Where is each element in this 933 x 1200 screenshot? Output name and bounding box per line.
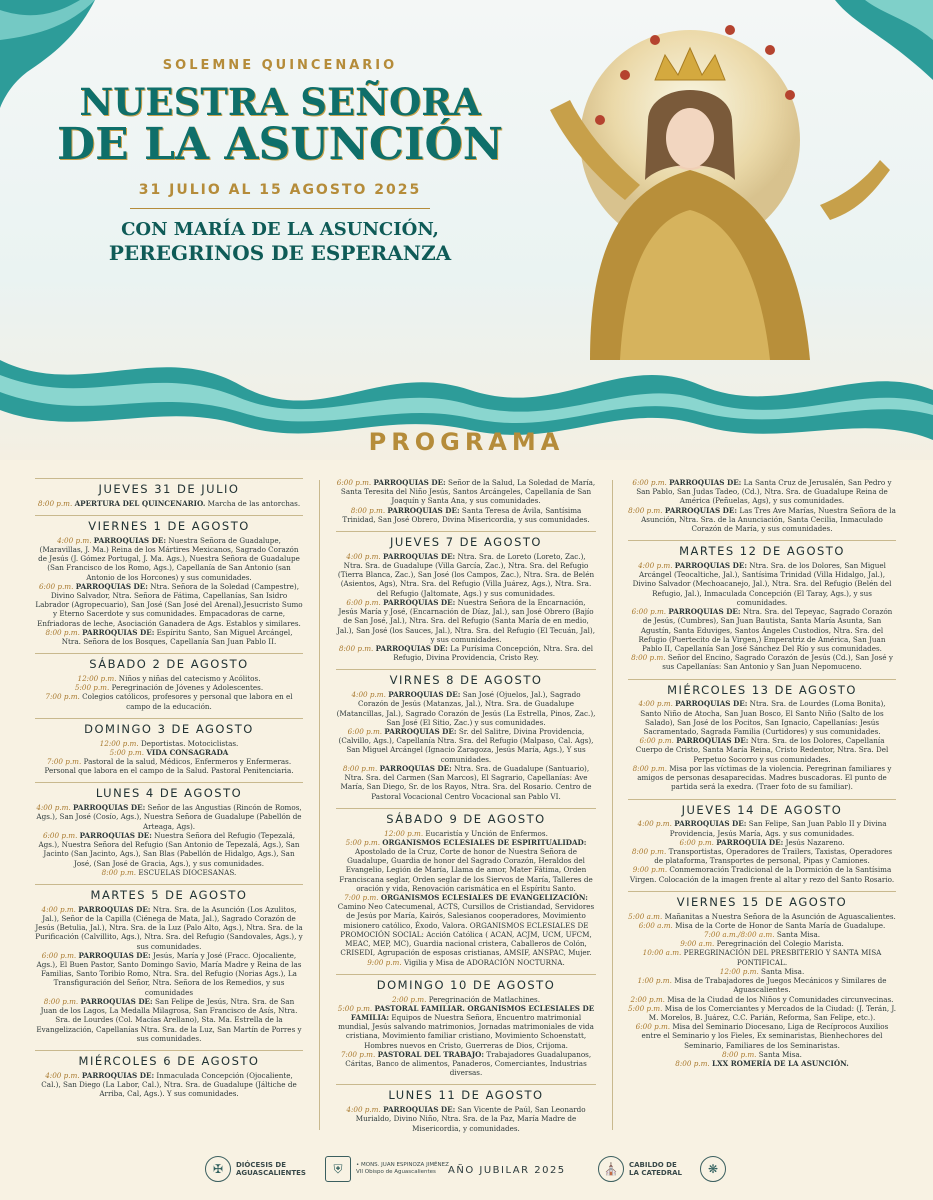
day-heading: DOMINGO 3 DE AGOSTO: [35, 718, 303, 737]
event-group: PASTORAL FAMILIAR. ORGANISMOS ECLESIALES DE FAMILIA:: [350, 1003, 595, 1022]
event-description: Jesús, María y José (Fracc. Ojocaliente, Ags.), El Buen Pastor, Santo Domingo Savio, María Madre y Reina de las Familias, Santo Toribio Romo, Ntra. Sra. del Refugio (Norias Ags.), La Transfiguración del Señor, Ntra. Señora de los Remedios, y sus comunidades: [36, 950, 302, 997]
event-time: 7:00 p.m.: [344, 893, 379, 903]
event-description: Marcha de las antorchas.: [207, 498, 301, 508]
event-description: San Felipe de Jesús, Ntra. Sra. de San Juan de los Lagos, La Medalla Milagrosa, San Francisco de Asís, Ntra. Sra. de Lourdes (Col. Macías Arellano), Sta. Ma. Estrella de la Evangelización, Capellanías Ntra. Sra. de la Luz, San Martín de Porres y sus comunidades.: [36, 996, 302, 1043]
cabildo-line1: CABILDO DE: [629, 1160, 677, 1169]
cathedral-icon: ⛪: [598, 1156, 624, 1182]
event-item: [628, 976, 896, 994]
event-group: PARROQUIAS DE:: [664, 505, 738, 515]
event-item: [628, 930, 896, 939]
event-description: Misa de la Corte de Honor de Santa María de Guadalupe.: [675, 920, 886, 930]
event-time: 2:00 p.m.: [391, 994, 427, 1004]
event-time: 4:00 p.m.: [45, 1070, 80, 1080]
day-block: [336, 974, 596, 1078]
event-description: Peregrinación de Jóvenes y Adolescentes.: [111, 683, 264, 693]
day-heading: DOMINGO 10 DE AGOSTO: [336, 974, 596, 993]
event-item: [336, 764, 596, 801]
event-description: Apostolado de la Cruz, Corte de honor de Nuestra Señora de Guadalupe, Guardia de honor del Sagrado Corazón, Heraldos del Evangelio, Legión de María, Llama de amor, Mater Fátima, Orden Franciscana seglar, Orden seglar de los Siervos de María, Talleres de oración y vida, Renovación carismática en el Espíritu Santo.: [339, 846, 593, 893]
event-item: [35, 997, 303, 1043]
event-description: Ntra. Sra. de Guadalupe (Santuario), Ntra. Sra. del Carmen (San Marcos), El Sagrario, Capellanías: Ave María, San Diego, Sr. de los Rayos, Ntra. Sra. del Rosario. Centro de Pastoral Vocacional Centro Vocacional san Pablo VI.: [340, 763, 592, 801]
event-group: PARROQUIAS DE:: [669, 478, 742, 487]
event-description: Ntra. Sra. de Loreto (Loreto, Zac.), Ntra. Sra. de Guadalupe (Villa García, Zac.), Ntra. Sra. del Refugio (Tierra Blanca, Zac.), San José (los Campos, Zac.), Ntra. Sra. de Belén (Asientos, Ags), Ntra. Sra. del Refugio (Villa Juárez, Ags.), Ntra. Sra. del Refugio (Jaltomate, Ags.) y sus comunidades.: [337, 551, 595, 598]
event-description: La Purísima Concepción, Ntra. Sra. del Refugio, Divina Providencia, Cristo Rey.: [393, 644, 594, 663]
event-time: 5:00 p.m.: [109, 747, 145, 757]
day-block: [35, 782, 303, 876]
event-group: PARROQUIAS DE:: [81, 1070, 155, 1080]
event-description: Ntra. Sra. de la Asunción (Los Azulitos, Jal.), Señor de la Capilla (Ciénega de Mata, Jal.), Sagrado Corazón de Jesús (Betulia, Jal.), Ntra. Sra. de la Luz (Palo Alto, Ags.), Ntra. Sra. de la Purificación (Calvillito, Ags.), Ntra. Sra. del Refugio (Sandovales, Ags.), y sus comunidades.: [35, 904, 303, 951]
event-time: 5:00 p.m.: [337, 1003, 373, 1013]
event-group: PARROQUIAS DE:: [388, 690, 461, 700]
event-time: 5:00 p.m.: [628, 1003, 663, 1013]
event-item: [336, 690, 596, 727]
day-block: [35, 718, 303, 776]
event-time: 4:00 p.m.: [346, 551, 381, 561]
event-description: Colegios católicos, profesores y personal que labora en el campo de la educación.: [82, 692, 293, 711]
event-description: ESCUELAS DIOCESANAS.: [138, 867, 237, 877]
obispo-logo: [325, 1156, 449, 1182]
event-time: 8:00 p.m.: [338, 644, 374, 653]
cabildo-logo: [598, 1156, 682, 1182]
event-time: 4:00 p.m.: [637, 819, 672, 829]
event-time: 4:00 p.m.: [638, 561, 673, 571]
event-description: San Vicente de Paúl, San Leonardo Murialdo, Divino Niño, Ntra. Sra. de la Paz, María Madre de Misericordia, y comunidades.: [355, 1105, 586, 1133]
event-time: 8:00 p.m.: [631, 846, 667, 856]
event-group: ORGANISMOS ECLESIALES DE EVANGELIZACIÓN:: [380, 893, 588, 903]
event-description: Ntra. Sra. de los Dolores, Capellanía Cuerpo de Cristo, Santa María Reina, Cristo Redentor, Ntra. Sra. Del Perpetuo Socorro y sus comunidades.: [635, 736, 889, 764]
event-item: [628, 1022, 896, 1050]
event-time: 7:00 p.m.: [46, 757, 82, 767]
event-description: Nuestra Señora de Guadalupe, (Maravillas, J. Ma.) Reina de los Mártires Mexicanos, Sagrado Corazón de Jesús (J. Gómez Portugal, J. Ma. Ags.), Nuestra Señora de Guadalupe (San Francisco de los Romo, Ags.), Capellanía de San Antonio (san Antonio de los Horcones) y sus comunidades.: [38, 535, 300, 582]
event-time: 6:00 p.m.: [632, 478, 667, 487]
event-time: 8:00 p.m.: [43, 996, 79, 1006]
event-item: [628, 653, 896, 671]
event-item: [336, 598, 596, 644]
event-description: Señor de las Angustias (Rincón de Romos, Ags.), San José (Cosío, Ags.), Nuestra Señora de Guadalupe (Pabellón de Arteaga, Ags).: [36, 803, 302, 831]
day-heading: VIERNES 15 DE AGOSTO: [628, 891, 896, 910]
day-block: [35, 478, 303, 508]
event-description: Trabajadores Guadalupanos, Cáritas, Banco de alimentos, Panaderos, Comerciantes, Industrias diversas.: [345, 1049, 592, 1078]
event-time: 8:00 p.m.: [722, 1049, 757, 1059]
event-time: 6:00 p.m.: [631, 607, 667, 617]
day-block: [35, 884, 303, 1043]
event-time: 6:00 p.m.: [336, 478, 372, 487]
event-item: [35, 692, 303, 710]
event-description: Jesús Nazareno.: [785, 837, 845, 847]
diocesis-seal-icon: ✠: [205, 1156, 231, 1182]
event-time: 5:00 a.m.: [628, 911, 663, 921]
event-item: [336, 506, 596, 524]
event-time: 8:00 p.m.: [350, 505, 386, 515]
event-item: [628, 948, 896, 966]
event-description: Santa Teresa de Ávila, Santísima Trinidad, San José Obrero, Divina Misericordia, y sus comunidades.: [342, 505, 590, 524]
event-item: [628, 561, 896, 607]
event-group: PARROQUIAS DE:: [676, 736, 749, 746]
event-time: 6:00 p.m.: [679, 837, 714, 847]
event-group: PARROQUIAS DE:: [383, 1105, 456, 1115]
day-block: [336, 531, 596, 662]
event-item: [628, 838, 896, 847]
event-group: PARROQUIAS DE:: [82, 627, 155, 637]
assumption-logo: [700, 1156, 726, 1182]
event-time: 8:00 p.m.: [628, 505, 663, 515]
diocesis-line2: AGUASCALIENTES: [236, 1169, 306, 1177]
day-block: [628, 478, 896, 533]
event-description: Peregrinación del Colegio Marista.: [716, 939, 844, 949]
event-item: [336, 1050, 596, 1078]
event-item: [628, 819, 896, 837]
event-time: 8:00 p.m.: [675, 1059, 710, 1069]
event-description: Inmaculada Concepción (Ojocaliente, Cal.), San Diego (La Labor, Cal.), Ntra. Sra. de Guadalupe (Jáltiche de Arriba, Cal, Ags.). Y sus comunidades.: [41, 1070, 297, 1099]
event-time: 6:00 p.m.: [635, 1022, 671, 1032]
day-block: [35, 515, 303, 646]
event-item: [35, 739, 303, 748]
event-description: Nuestra Señora del Refugio (Tepezalá, Ags.), Nuestra Señora del Refugio (San Antonio de Tepezalá, Ags.), San Jacinto (San Jacinto, Ags.), San Blas (Pabellón de Hidalgo, Ags.), San José, (San José de Gracia, Ags.), y sus comunidades.: [38, 830, 300, 868]
event-item: [35, 951, 303, 997]
kicker-text: SOLEMNE QUINCENARIO: [162, 58, 398, 73]
day-block: [628, 679, 896, 792]
virgin-mary-image: [530, 20, 920, 360]
event-item: [336, 727, 596, 764]
main-title-line1: NUESTRA SEÑORA: [79, 80, 481, 124]
date-range: 31 JULIO AL 15 AGOSTO 2025: [138, 182, 422, 199]
event-description: Santa Misa.: [758, 1049, 802, 1059]
event-time: 7:00 a.m./8:00 a.m.: [703, 929, 775, 939]
event-item: [336, 838, 596, 893]
day-block: [336, 808, 596, 967]
event-item: [628, 1050, 896, 1059]
event-time: 6:00 p.m.: [42, 830, 78, 840]
event-time: 4:00 p.m.: [351, 690, 386, 700]
event-description: Las Tres Ave Marías, Nuestra Señora de la Asunción, Ntra. Sra. de la Anunciación, Santa Cecilia, Inmaculado Corazón de María, y sus comunidades.: [641, 505, 896, 534]
event-item: [628, 912, 896, 921]
event-time: 8:00 p.m.: [632, 763, 667, 773]
event-item: [35, 628, 303, 646]
event-time: 6:00 p.m.: [41, 950, 77, 960]
event-description: PEREGRINACIÓN DEL PRESBITERIO Y SANTA MISA PONTIFICAL.: [683, 948, 882, 967]
event-time: 6:00 p.m.: [346, 597, 381, 607]
event-group: PARROQUIAS DE:: [93, 535, 166, 545]
day-block: [628, 540, 896, 671]
day-heading: MIÉRCOLES 6 DE AGOSTO: [35, 1050, 303, 1069]
event-time: 9:00 a.m.: [680, 939, 715, 949]
main-title-line2: DE LA ASUNCIÓN: [56, 118, 504, 170]
event-group: PARROQUIAS DE:: [78, 950, 151, 960]
event-time: 8:00 p.m.: [101, 867, 137, 877]
event-group: PARROQUIAS DE:: [78, 904, 151, 914]
event-description: Misa por las víctimas de la violencia. Peregrinan familiares y amigos de personas desaparecidas. Madres buscadoras. El punto de partida será la exedra. (Traer foto de su familiar).: [637, 763, 892, 792]
event-time: 6:00 a.m.: [638, 920, 673, 930]
event-item: [628, 865, 896, 883]
event-description: Misa de los Comerciantes y Mercados de la Ciudad: (J. Terán, J. M. Morelos, B. Juárez, C.C. Parián, Reforma, San Felipe, etc.).: [648, 1003, 897, 1022]
event-description: Señor del Encino, Sagrado Corazón de Jesús (Cd.), San José y sus Capellanías: San Antonio y San Juan Nepomuceno.: [662, 653, 893, 672]
event-time: 8:00 p.m.: [631, 653, 666, 663]
event-description: San José (Ojuelos, Jal.), Sagrado Corazón de Jesús (Matanzas, Jal.), Ntra. Sra. de Guadalupe (Matancillas, Jal.), Sagrado Corazón de Jesús (La Estrella, Pinos, Zac.), San José (El Sitio, Zac.) y sus comunidades.: [336, 690, 596, 727]
motto-line1: CON MARÍA DE LA ASUNCIÓN,: [121, 219, 439, 241]
event-description: Eucaristía y Unción de Enfermos.: [425, 828, 548, 838]
day-heading: VIERNES 1 DE AGOSTO: [35, 515, 303, 534]
day-heading: LUNES 4 DE AGOSTO: [35, 782, 303, 801]
event-time: 8:00 p.m.: [37, 498, 73, 508]
diocesis-line1: DIÓCESIS DE: [236, 1160, 287, 1169]
event-description: Misa de la Ciudad de los Niños y Comunidades circunvecinas.: [667, 994, 894, 1004]
event-time: 6:00 p.m.: [347, 727, 383, 737]
motto-line2: PEREGRINOS DE ESPERANZA: [108, 240, 452, 265]
event-group: PARROQUIAS DE:: [383, 551, 456, 561]
event-item: [628, 607, 896, 653]
event-description: Misa del Seminario Diocesano, Liga de Recíprocos Auxilios entre el Seminario y los Fieles, Ex seminaristas, Bienhechores del Seminario, Familiares de los Seminaristas.: [641, 1022, 889, 1050]
event-item: [336, 893, 596, 958]
event-time: 6:00 p.m.: [639, 736, 674, 746]
event-group: PARROQUIAS DE:: [384, 727, 457, 737]
event-item: [35, 499, 303, 508]
event-description: Vigilia y Misa de ADORACIÓN NOCTURNA.: [403, 957, 565, 967]
event-time: 4:00 p.m.: [57, 535, 92, 545]
event-item: [35, 803, 303, 831]
event-group: PASTORAL DEL TRABAJO:: [377, 1049, 485, 1059]
event-item: [628, 1059, 896, 1068]
event-item: [628, 699, 896, 736]
coat-of-arms-icon: ⛨: [325, 1156, 351, 1182]
event-item: [336, 1105, 596, 1133]
event-group: PARROQUIAS DE:: [668, 607, 741, 617]
event-group: LXX ROMERÍA DE LA ASUNCIÓN.: [712, 1059, 849, 1069]
event-item: [628, 478, 896, 506]
event-item: [35, 757, 303, 775]
event-item: [336, 478, 596, 506]
event-item: [336, 1004, 596, 1050]
event-time: 4:00 p.m.: [41, 904, 76, 914]
program-column-2: [336, 478, 596, 1140]
event-group: PARROQUIAS DE:: [383, 597, 456, 607]
event-description: Ntra. Señora de la Soledad (Campestre), Divino Salvador, Ntra. Señora de Fátima, Capellanías, San Isidro Labrador (Agropecuario), San José (San José del Arenal),Jesucristo Sumo y Eterno Sacerdote y sus comunidades. Empacadoras de carne, Enfriadoras de leche, Asociación Ganadera de Ags. Establos y similares.: [35, 581, 303, 628]
day-block: [35, 1050, 303, 1098]
event-description: Sr. del Salitre, Divina Providencia, (Calvillo, Ags.), Capellanía Ntra. Sra. del Refugio (Malpaso, Cal. Ags), San Miguel Arcángel (Ignacio Zaragoza, Jesús María, Ags.), Y sus comunidades.: [338, 727, 594, 764]
day-block: [628, 799, 896, 884]
event-group: PARROQUIAS DE:: [75, 581, 148, 591]
program-column-3: [628, 478, 896, 1075]
cabildo-line2: LA CATEDRAL: [629, 1169, 682, 1177]
event-item: [35, 536, 303, 582]
event-item: [628, 764, 896, 792]
event-description: Camino Neo Catecumenal, ACTS, Cursillos de Cristiandad, Servidores de Jesús por María, Kairós, Salesianos cooperadores, Movimiento misionero católico, Éxodo, Valora. ORGANISMOS ECLESIALES DE PROMOCIÓN SOCIAL: Acción Católica ( ACAN, ACJM, UCM, UFCM, MEAC, MEP, MC), Guardia nacional cristera, Caballeros de Colón, CRISEDI, Agrupación de esposas cristianas, AMSIF, ANSPAC, Mujer.: [337, 902, 595, 958]
event-description: Misa de Trabajadores de Juegos Mecánicos y Similares de Aguascalientes.: [674, 976, 887, 995]
event-item: [628, 995, 896, 1004]
event-time: 8:00 p.m.: [342, 763, 378, 773]
event-description: San Felipe, San Juan Pablo II y Divina Providencia, Jesús María, Ags. y sus comunidades.: [669, 819, 887, 838]
event-time: 12:00 p.m.: [719, 966, 759, 976]
event-group: ORGANISMOS ECLESIALES DE ESPIRITUALIDAD:: [382, 837, 587, 847]
event-item: [336, 958, 596, 967]
event-item: [628, 967, 896, 976]
day-heading: SÁBADO 2 DE AGOSTO: [35, 653, 303, 672]
event-group: PARROQUIA DE:: [716, 837, 784, 847]
event-group: PARROQUIAS DE:: [674, 561, 747, 571]
event-time: 7:00 p.m.: [45, 692, 80, 702]
obispo-line2: VII Obispo de Aguascalientes: [356, 1169, 436, 1175]
event-time: 9:00 p.m.: [632, 865, 668, 875]
title-block: [40, 58, 520, 265]
day-heading: MARTES 5 DE AGOSTO: [35, 884, 303, 903]
event-group: PARROQUIAS DE:: [79, 830, 152, 840]
day-block: [336, 478, 596, 524]
event-time: 5:00 p.m.: [74, 683, 110, 693]
programa-heading: PROGRAMA: [368, 428, 565, 456]
event-description: La Santa Cruz de Jerusalén, San Pedro y San Pablo, San Judas Tadeo, (Cd.), Ntra. Sra. de Guadalupe Reina de América (Peñuelas, Ags), y sus comunidades.: [636, 478, 892, 506]
event-item: [336, 829, 596, 838]
event-description: Señor de la Salud, La Soledad de María, Santa Teresita del Niño Jesús, Santos Arcángeles, Capellanía de San Joaquín y Santa Ana, y sus comunidades.: [340, 478, 596, 506]
event-time: 9:00 p.m.: [367, 957, 402, 967]
event-item: [35, 1071, 303, 1099]
event-description: Pastoral de la salud, Médicos, Enfermeros y Enfermeras. Personal que labora en el campo de la Salud. Pastoral Penitenciaria.: [44, 757, 294, 776]
event-item: [336, 552, 596, 598]
event-description: Nuestra Señora de la Encarnación, Jesús María y José, (Encarnación de Díaz, Jal.), san José Obrero (Bajío de San José, Jal.), Ntra. Sra. del Refugio (Santa María de en medio, Jal.), San José (los Sauces, Jal.), Ntra. Sra. del Refugio (El Tecuán, Jal), y sus comunidades.: [337, 597, 595, 644]
event-group: PARROQUIAS DE:: [80, 996, 153, 1006]
event-group: APERTURA DEL QUINCENARIO.: [74, 498, 206, 508]
event-time: 12:00 p.m.: [77, 674, 117, 683]
event-time: 5:00 p.m.: [345, 837, 380, 847]
event-time: 12:00 p.m.: [384, 828, 424, 838]
event-item: [35, 683, 303, 692]
event-time: 4:00 p.m.: [346, 1105, 381, 1115]
event-time: 1:00 p.m.: [637, 976, 672, 986]
event-description: Deportistas. Motociclistas.: [140, 738, 239, 748]
program-column-1: [35, 478, 303, 1105]
column-divider: [612, 480, 613, 1130]
event-item: [35, 674, 303, 683]
event-group: PARROQUIAS DE:: [387, 505, 460, 515]
event-item: [35, 582, 303, 628]
event-item: [336, 995, 596, 1004]
day-heading: LUNES 11 DE AGOSTO: [336, 1084, 596, 1103]
event-description: Espíritu Santo, San Miguel Arcángel, Ntra. Señora de los Bosques, Capellanía San Juan Pablo II.: [61, 627, 293, 647]
column-divider: [319, 480, 320, 1130]
event-description: Mañanitas a Nuestra Señora de la Asunción de Aguascalientes.: [664, 911, 896, 921]
event-description: Ntra. Sra. del Tepeyac, Sagrado Corazón de Jesús, (Cumbres), San Juan Bautista, Santa María Asunta, San Agustín, Santa Eduviges, Santos Ángeles Custodios, Ntra. Sra. del Refugio (Puertecito de la Virgen,) Emperatriz de América, San Juan Pablo II, Capellanía San José Sánchez Del Río y sus comunidades.: [638, 607, 893, 653]
event-group: PARROQUIAS DE:: [375, 644, 448, 653]
event-item: [628, 506, 896, 534]
event-time: 8:00 p.m.: [45, 627, 80, 637]
footer: [0, 1148, 933, 1200]
event-item: [35, 748, 303, 757]
day-heading: MARTES 12 DE AGOSTO: [628, 540, 896, 559]
event-description: Santa Misa.: [776, 929, 821, 939]
day-heading: SÁBADO 9 DE AGOSTO: [336, 808, 596, 827]
event-group: VIDA CONSAGRADA: [146, 747, 229, 757]
event-group: PARROQUIAS DE:: [674, 819, 747, 829]
event-item: [628, 847, 896, 865]
event-time: 2:00 p.m.: [630, 994, 665, 1004]
event-item: [628, 921, 896, 930]
day-block: [336, 1084, 596, 1132]
event-description: Santa Misa.: [761, 966, 805, 976]
day-heading: JUEVES 7 DE AGOSTO: [336, 531, 596, 550]
event-item: [336, 644, 596, 662]
diocesis-logo: [205, 1156, 306, 1182]
event-time: 4:00 p.m.: [638, 699, 673, 709]
event-description: Equipos de Nuestra Señora, Encuentro matrimonial mundial, Jesús salvando matrimonios, Jornadas matrimoniales de vida cristiana, Movimiento familiar cristiano, Movimiento Schoenstatt, Hombres nuevos en Cristo, Guerreras de Dios, Crijoma.: [338, 1012, 594, 1050]
event-time: 6:00 p.m.: [38, 581, 74, 591]
event-time: 7:00 p.m.: [340, 1049, 376, 1059]
event-item: [35, 905, 303, 951]
day-block: [35, 653, 303, 711]
event-group: PARROQUIAS DE:: [73, 803, 146, 813]
event-description: Conmemoración Tradicional de la Dormición de la Santísima Virgen. Colocación de la imagen frente al altar y rezo del Santo Rosario.: [629, 865, 895, 884]
day-heading: MIÉRCOLES 13 DE AGOSTO: [628, 679, 896, 698]
event-description: Ntra. Sra. de los Dolores, San Miguel Arcángel (Teocaltiche, Jal.), Santísima Trinidad (Villa Hidalgo, Jal.), Divino Salvador (Mechoacanejo, Jal.), Ntra. Sra. del Refugio (Belén del Refugio, Jal.), Inmaculada Concepción (El Taray, Ags.), y sus comunidades.: [632, 561, 892, 607]
title-divider: [130, 208, 430, 209]
assumption-emblem-icon: ❋: [700, 1156, 726, 1182]
event-item: [628, 939, 896, 948]
event-description: Niños y niñas del catecismo y Acólitos.: [118, 674, 261, 683]
day-heading: JUEVES 31 DE JULIO: [35, 478, 303, 497]
event-item: [35, 868, 303, 877]
day-heading: VIRNES 8 DE AGOSTO: [336, 669, 596, 688]
event-description: Peregrinación de Matlachines.: [428, 994, 541, 1004]
day-block: [628, 891, 896, 1068]
event-description: Ntra. Sra. de Lourdes (Loma Bonita), Santo Niño de Atocha, San Juan Bosco, El Santo Niño (Salto de los Salado), San José de los Pocitos, San Ignacio, Capellanías: Jesús Sacramentado, Sagrada Familia (Curtidores) y sus comunidades.: [640, 699, 886, 737]
event-group: PARROQUIAS DE:: [373, 478, 446, 487]
ano-jubilar-text: AÑO JUBILAR 2025: [448, 1165, 566, 1176]
event-description: Transportistas, Operadores de Trailers, Taxistas, Operadores de plataforma, Transportes de personal, Pipas y Camiones.: [654, 846, 893, 866]
event-time: 4:00 p.m.: [36, 803, 71, 813]
event-item: [628, 1004, 896, 1022]
day-heading: JUEVES 14 DE AGOSTO: [628, 799, 896, 818]
event-group: PARROQUIAS DE:: [675, 699, 748, 709]
event-time: 10:00 a.m.: [642, 948, 682, 958]
event-time: 12:00 p.m.: [99, 738, 139, 748]
obispo-line1: • MONS. JUAN ESPINOZA JIMÉNEZ: [356, 1161, 449, 1168]
event-item: [628, 736, 896, 764]
event-group: PARROQUIAS DE:: [379, 763, 452, 773]
day-block: [336, 669, 596, 800]
event-item: [35, 831, 303, 868]
